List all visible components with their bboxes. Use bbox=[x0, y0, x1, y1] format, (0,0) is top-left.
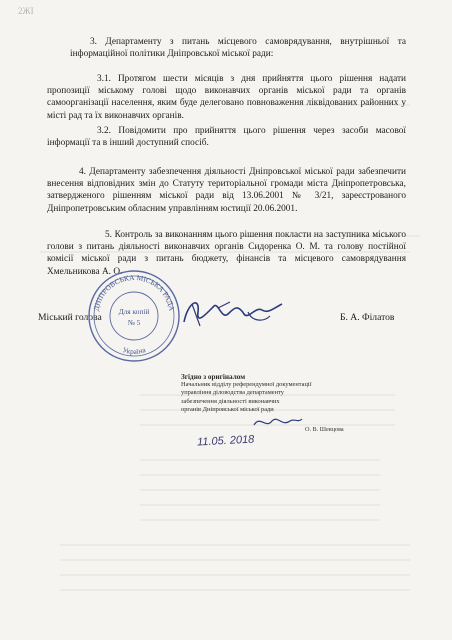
certification-line: забезпечення діяльності виконавчих bbox=[181, 397, 280, 405]
certification-line: Начальник відділу референдумної документації bbox=[181, 381, 312, 389]
stamp-ring-top: ДНІПРОВСЬКА МІСЬКА РАДА bbox=[91, 272, 177, 312]
corner-mark: 2ЖІ bbox=[18, 6, 34, 16]
signatory-name: Б. А. Філатов bbox=[340, 312, 395, 323]
stamp-center-line2: № 5 bbox=[127, 318, 141, 327]
certifier-signature bbox=[252, 413, 304, 431]
paragraph-5: 5. Контроль за виконанням цього рішення покласти на заступника міського голови з питань діяльності виконавчих органів Сидоренка О. М. та голову постійної комісії міської ради з питань бюджету, фінансів та місцевого самоврядування Хмельникова А. О. bbox=[47, 230, 406, 277]
paragraph-3-1: 3.1. Протягом шести місяців з дня прийняття цього рішення надати пропозиції міському голові щодо виконавчих органів міської ради та органів самоорганізації населення, яким буде делеговано повноваження ліквідованих районних у місті рад та їх виконавчих органів. bbox=[47, 74, 406, 121]
handwritten-signature bbox=[178, 292, 288, 332]
paragraph-3: 3. Департаменту з питань місцевого самоврядування, внутрішньої та інформаційної політики Дніпровської міської ради: bbox=[70, 37, 406, 60]
certification-date: 11.05. 2018 bbox=[196, 433, 255, 449]
paragraph-3-2: 3.2. Повідомити про прийняття цього рішення через засоби масової інформації та в інший доступний спосіб. bbox=[47, 126, 406, 149]
certification-line: управління діловодства департаменту bbox=[181, 389, 284, 397]
stamp-ring-bottom: Україна bbox=[121, 345, 147, 357]
stamp-center-line1: Для копій bbox=[118, 307, 150, 316]
signature-title: Міський голова bbox=[38, 312, 102, 323]
certification-block bbox=[181, 373, 312, 414]
certification-line: органів Дніпровської міської ради bbox=[181, 405, 274, 413]
paragraph-4: 4. Департаменту забезпечення діяльності Дніпровської міської ради забезпечити внесення відповідних змін до Статуту територіальної громади міста Дніпропетровська, затвердженого рішенням міської ради від 13.06.2001 № 3/21, зареєстрованого Дніпропетровським обласним управлінням юстиції 20.06.2001. bbox=[47, 167, 406, 214]
certifier-name: О. В. Шевцова bbox=[305, 426, 344, 433]
certification-title: Згідно з оригіналом bbox=[181, 373, 246, 381]
official-stamp bbox=[86, 268, 182, 364]
